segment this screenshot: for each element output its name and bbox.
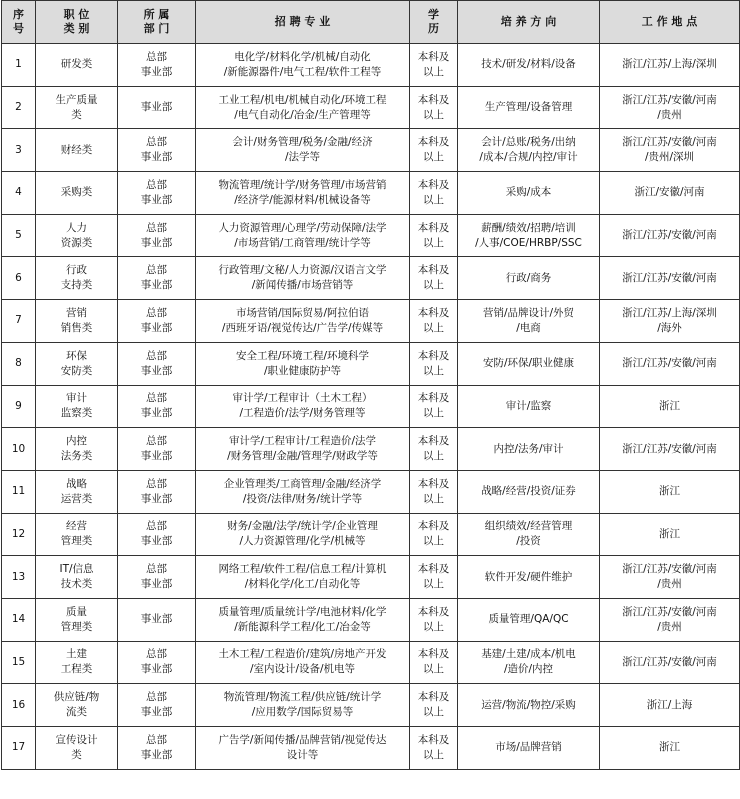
cell-dept: 总部 事业部 [118, 342, 196, 385]
table-row [2, 214, 740, 257]
cell-direction: 审计/监察 [458, 385, 600, 428]
cell-category: 土建 工程类 [36, 641, 118, 684]
table-row [2, 86, 740, 129]
header-seq: 序 号 [2, 1, 36, 44]
cell-direction: 安防/环保/职业健康 [458, 342, 600, 385]
cell-location: 浙江/江苏/安徽/河南 [600, 342, 740, 385]
cell-location: 浙江/江苏/上海/深圳 /海外 [600, 300, 740, 343]
cell-edu: 本科及 以上 [410, 428, 458, 471]
cell-dept: 总部 事业部 [118, 214, 196, 257]
cell-edu: 本科及 以上 [410, 641, 458, 684]
cell-category: 行政 支持类 [36, 257, 118, 300]
cell-major: 审计学/工程审计（土木工程） /工程造价/法学/财务管理等 [196, 385, 410, 428]
cell-edu: 本科及 以上 [410, 300, 458, 343]
cell-major: 会计/财务管理/税务/金融/经济 /法学等 [196, 129, 410, 172]
cell-direction: 采购/成本 [458, 172, 600, 215]
cell-category: 战略 运营类 [36, 470, 118, 513]
table-row [2, 129, 740, 172]
cell-direction: 生产管理/设备管理 [458, 86, 600, 129]
cell-major: 电化学/材料化学/机械/自动化 /新能源器件/电气工程/软件工程等 [196, 44, 410, 87]
cell-seq: 9 [2, 385, 36, 428]
table-body [2, 44, 740, 770]
cell-dept: 总部 事业部 [118, 172, 196, 215]
header-major: 招 聘 专 业 [196, 1, 410, 44]
cell-edu: 本科及 以上 [410, 342, 458, 385]
cell-category: 内控 法务类 [36, 428, 118, 471]
cell-seq: 6 [2, 257, 36, 300]
cell-location: 浙江/江苏/安徽/河南 /贵州 [600, 598, 740, 641]
cell-edu: 本科及 以上 [410, 513, 458, 556]
table-row [2, 598, 740, 641]
header-direction: 培 养 方 向 [458, 1, 600, 44]
cell-location: 浙江/上海 [600, 684, 740, 727]
cell-location: 浙江/江苏/安徽/河南 [600, 641, 740, 684]
cell-category: 研发类 [36, 44, 118, 87]
cell-seq: 17 [2, 727, 36, 770]
recruitment-table [1, 0, 740, 770]
header-row [2, 1, 740, 44]
cell-category: 人力 资源类 [36, 214, 118, 257]
table-row [2, 44, 740, 87]
cell-seq: 12 [2, 513, 36, 556]
cell-edu: 本科及 以上 [410, 86, 458, 129]
cell-seq: 15 [2, 641, 36, 684]
cell-major: 广告学/新闻传播/品牌营销/视觉传达 设计等 [196, 727, 410, 770]
cell-edu: 本科及 以上 [410, 44, 458, 87]
cell-location: 浙江/江苏/安徽/河南 /贵州 [600, 86, 740, 129]
cell-category: 经营 管理类 [36, 513, 118, 556]
table-row [2, 428, 740, 471]
cell-seq: 4 [2, 172, 36, 215]
cell-edu: 本科及 以上 [410, 684, 458, 727]
cell-dept: 事业部 [118, 86, 196, 129]
cell-edu: 本科及 以上 [410, 257, 458, 300]
cell-dept: 总部 事业部 [118, 385, 196, 428]
cell-direction: 运营/物流/物控/采购 [458, 684, 600, 727]
table-row [2, 513, 740, 556]
cell-direction: 营销/品牌设计/外贸 /电商 [458, 300, 600, 343]
cell-major: 网络工程/软件工程/信息工程/计算机 /材料化学/化工/自动化等 [196, 556, 410, 599]
cell-location: 浙江/江苏/安徽/河南 /贵州 [600, 556, 740, 599]
cell-dept: 总部 事业部 [118, 470, 196, 513]
cell-location: 浙江/安徽/河南 [600, 172, 740, 215]
table-row [2, 385, 740, 428]
cell-major: 质量管理/质量统计学/电池材料/化学 /新能源科学工程/化工/冶金等 [196, 598, 410, 641]
table-row [2, 257, 740, 300]
table-row [2, 470, 740, 513]
cell-seq: 16 [2, 684, 36, 727]
cell-dept: 总部 事业部 [118, 556, 196, 599]
cell-direction: 市场/品牌营销 [458, 727, 600, 770]
cell-edu: 本科及 以上 [410, 214, 458, 257]
header-dept: 所 属 部 门 [118, 1, 196, 44]
cell-major: 市场营销/国际贸易/阿拉伯语 /西班牙语/视觉传达/广告学/传媒等 [196, 300, 410, 343]
cell-seq: 1 [2, 44, 36, 87]
cell-major: 工业工程/机电/机械自动化/环境工程 /电气自动化/冶金/生产管理等 [196, 86, 410, 129]
cell-direction: 组织绩效/经营管理 /投资 [458, 513, 600, 556]
cell-seq: 14 [2, 598, 36, 641]
cell-seq: 2 [2, 86, 36, 129]
cell-category: 生产质量 类 [36, 86, 118, 129]
cell-category: 环保 安防类 [36, 342, 118, 385]
cell-seq: 10 [2, 428, 36, 471]
table-row [2, 556, 740, 599]
cell-location: 浙江/江苏/安徽/河南 [600, 428, 740, 471]
cell-edu: 本科及 以上 [410, 556, 458, 599]
cell-category: 质量 管理类 [36, 598, 118, 641]
table-row [2, 300, 740, 343]
cell-category: 采购类 [36, 172, 118, 215]
cell-location: 浙江 [600, 385, 740, 428]
cell-direction: 内控/法务/审计 [458, 428, 600, 471]
cell-dept: 总部 事业部 [118, 428, 196, 471]
cell-direction: 会计/总账/税务/出纳 /成本/合规/内控/审计 [458, 129, 600, 172]
cell-dept: 总部 事业部 [118, 257, 196, 300]
cell-category: 营销 销售类 [36, 300, 118, 343]
cell-dept: 总部 事业部 [118, 641, 196, 684]
cell-location: 浙江/江苏/安徽/河南 /贵州/深圳 [600, 129, 740, 172]
cell-dept: 总部 事业部 [118, 727, 196, 770]
cell-major: 审计学/工程审计/工程造价/法学 /财务管理/金融/管理学/财政学等 [196, 428, 410, 471]
table-row [2, 684, 740, 727]
cell-direction: 软件开发/硬件维护 [458, 556, 600, 599]
cell-edu: 本科及 以上 [410, 598, 458, 641]
cell-major: 财务/金融/法学/统计学/企业管理 /人力资源管理/化学/机械等 [196, 513, 410, 556]
cell-edu: 本科及 以上 [410, 172, 458, 215]
cell-direction: 战略/经营/投资/证券 [458, 470, 600, 513]
cell-direction: 基建/土建/成本/机电 /造价/内控 [458, 641, 600, 684]
table-row [2, 727, 740, 770]
cell-edu: 本科及 以上 [410, 385, 458, 428]
cell-major: 土木工程/工程造价/建筑/房地产开发 /室内设计/设备/机电等 [196, 641, 410, 684]
cell-major: 人力资源管理/心理学/劳动保障/法学 /市场营销/工商管理/统计学等 [196, 214, 410, 257]
table-header [2, 1, 740, 44]
cell-dept: 总部 事业部 [118, 44, 196, 87]
table-row [2, 342, 740, 385]
cell-direction: 质量管理/QA/QC [458, 598, 600, 641]
cell-location: 浙江 [600, 513, 740, 556]
cell-seq: 8 [2, 342, 36, 385]
cell-dept: 事业部 [118, 598, 196, 641]
cell-location: 浙江/江苏/安徽/河南 [600, 214, 740, 257]
cell-major: 企业管理类/工商管理/金融/经济学 /投资/法律/财务/统计学等 [196, 470, 410, 513]
cell-location: 浙江/江苏/上海/深圳 [600, 44, 740, 87]
cell-category: IT/信息 技术类 [36, 556, 118, 599]
header-location: 工 作 地 点 [600, 1, 740, 44]
cell-major: 物流管理/物流工程/供应链/统计学 /应用数学/国际贸易等 [196, 684, 410, 727]
cell-major: 安全工程/环境工程/环境科学 /职业健康防护等 [196, 342, 410, 385]
cell-major: 行政管理/文秘/人力资源/汉语言文学 /新闻传播/市场营销等 [196, 257, 410, 300]
cell-location: 浙江 [600, 470, 740, 513]
cell-major: 物流管理/统计学/财务管理/市场营销 /经济学/能源材料/机械设备等 [196, 172, 410, 215]
cell-category: 审计 监察类 [36, 385, 118, 428]
cell-category: 供应链/物 流类 [36, 684, 118, 727]
cell-location: 浙江/江苏/安徽/河南 [600, 257, 740, 300]
cell-seq: 3 [2, 129, 36, 172]
cell-edu: 本科及 以上 [410, 129, 458, 172]
cell-seq: 7 [2, 300, 36, 343]
cell-direction: 薪酬/绩效/招聘/培训 /人事/COE/HRBP/SSC [458, 214, 600, 257]
cell-dept: 总部 事业部 [118, 684, 196, 727]
cell-direction: 行政/商务 [458, 257, 600, 300]
cell-edu: 本科及 以上 [410, 727, 458, 770]
cell-dept: 总部 事业部 [118, 129, 196, 172]
cell-dept: 总部 事业部 [118, 300, 196, 343]
cell-category: 财经类 [36, 129, 118, 172]
cell-edu: 本科及 以上 [410, 470, 458, 513]
table-row [2, 641, 740, 684]
cell-dept: 总部 事业部 [118, 513, 196, 556]
cell-direction: 技术/研发/材料/设备 [458, 44, 600, 87]
table-row [2, 172, 740, 215]
cell-seq: 11 [2, 470, 36, 513]
cell-seq: 13 [2, 556, 36, 599]
header-category: 职 位 类 别 [36, 1, 118, 44]
header-edu: 学 历 [410, 1, 458, 44]
cell-category: 宣传设计 类 [36, 727, 118, 770]
cell-seq: 5 [2, 214, 36, 257]
cell-location: 浙江 [600, 727, 740, 770]
